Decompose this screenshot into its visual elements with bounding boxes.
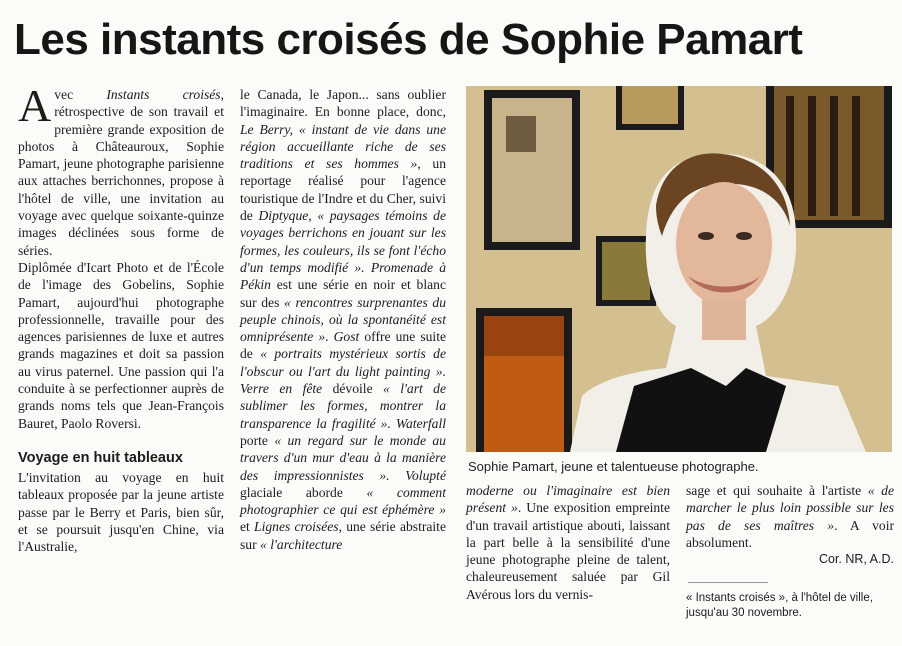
byline-signature: Cor. NR, A.D. <box>818 552 894 567</box>
column-4 <box>686 482 894 621</box>
column-3 <box>466 482 670 603</box>
practical-info: « Instants croisés », à l'hôtel de ville, jusqu'au 30 novembre. <box>686 592 873 620</box>
subheading: Voyage en huit tableaux <box>18 449 183 466</box>
column-2 <box>240 86 446 553</box>
paragraph-series: le Canada, le Japon... sans oublier l'imaginaire. En bonne place, donc, Le Berry, « instant de vie dans une région accueillante riche de ses traditions et ses hommes », un reportage réalisé pour l'agence touristique de l'Indre et du Cher, suivi de Diptyque, « paysages témoins de voyages berrichons en jouant sur les formes, les couleurs, ils se font l'écho d'un temps modifié ». Promenade à Pékin est une série en noir et blanc sur des « rencontres surprenantes du peuple chinois, où la spontanéité est omniprésente ». Gost offre une suite de « portraits mystérieux sortis de l'obscur ou l'art du light painting ». Verre en fête dévoile « l'art de sublimer les formes, montrer la transparence la fragilité ». Waterfall porte « un regard sur le monde au travers d'un mur d'eau à la manière des impressionnistes ». Volupté glaciale aborde « comment photographier ce qui est éphémère » et Lignes croisées, une série abstraite sur « l'architecture <box>240 87 447 552</box>
paragraph-exposition: moderne ou l'imaginaire est bien présent ». Une exposition empreinte d'un travail artistique abouti, laissant la part belle à la sensibilité d'une jeune photographe pleine de talent, chaleureusement saluée par Gil Avérous lors du vernis- <box>466 483 670 602</box>
portrait-photo <box>466 86 892 452</box>
headline: Les instants croisés de Sophie Pamart <box>14 15 803 64</box>
photo-caption: Sophie Pamart, jeune et talentueuse photographe. <box>468 459 759 474</box>
paragraph-biography: Diplômée d'Icart Photo et de l'École de l'image des Gobelins, Sophie Pamart, aujourd'hui photographe professionnelle, travaille pour des agences parisiennes de luxe et autres grands magazines et doit sa passion au virus paternel. Une passion qui l'a conduite à se perfectionner auprès de grands noms tels que Jean-François Bauret, Paolo Roversi. <box>18 259 224 431</box>
paragraph-intro: Avec Instants croisés, rétrospective de son travail et première grande exposition de photos à Châteauroux, Sophie Pamart, jeune photographe parisienne aux attaches berrichonnes, propose à l'hôtel de ville, une invitation au voyage avec quelque soixante-quinze images déclinées sous forme de séries. <box>18 80 224 258</box>
paragraph-voyage: L'invitation au voyage en huit tableaux proposée par la jeune artiste passe par le Berry et Paris, bien sûr, et se poursuit jusqu'en Chine, via l'Australie, <box>18 469 224 555</box>
divider <box>688 582 768 583</box>
paragraph-conclusion: sage et qui souhaite à l'artiste « de marcher le plus loin possible sur les pas de ses maîtres ». A voir absolument. <box>686 483 894 550</box>
drop-cap: A <box>18 80 52 131</box>
column-1 <box>18 80 224 555</box>
